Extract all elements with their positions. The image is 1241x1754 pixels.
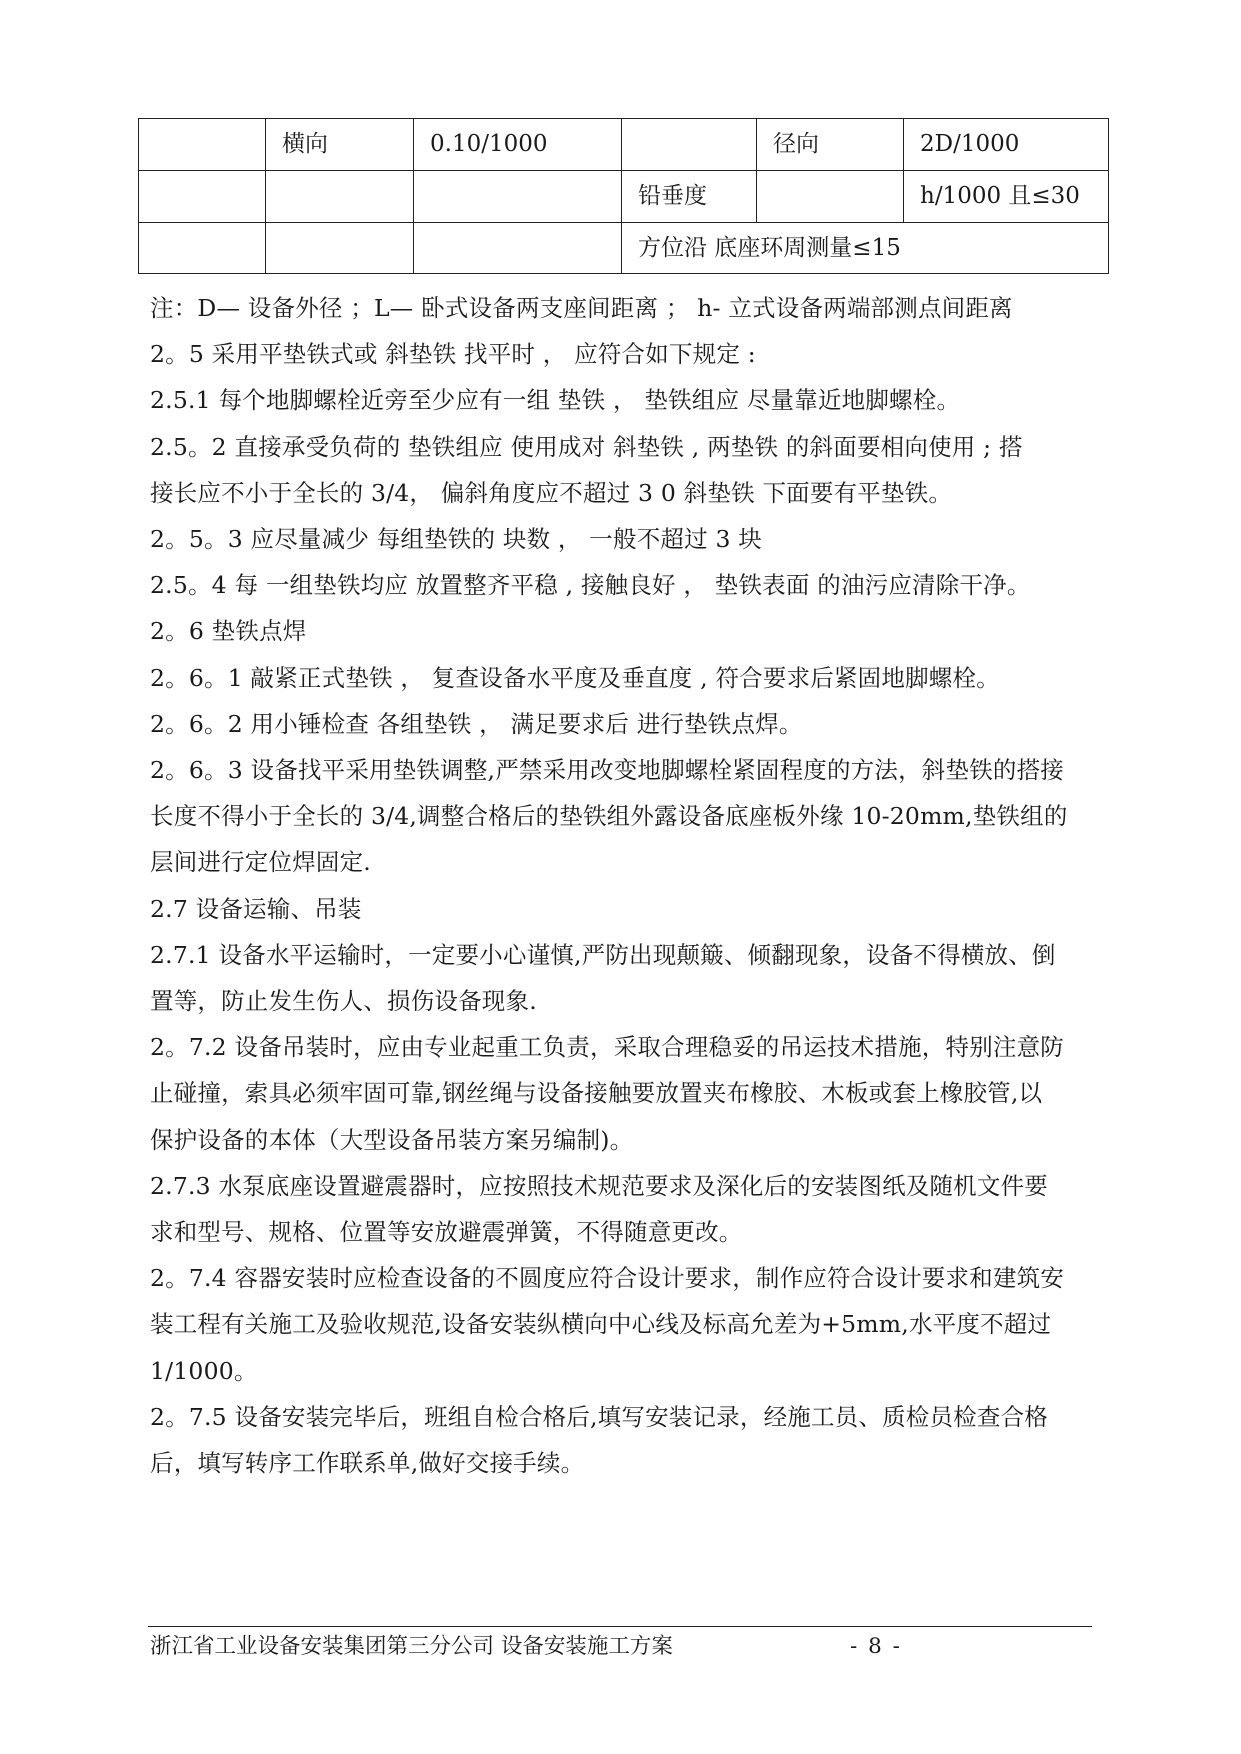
text-line: 2。6。3 设备找平采用垫铁调整,严禁采用改变地脚螺栓紧固程度的方法，斜垫铁的搭接 [150, 756, 1064, 785]
tolerance-table [138, 118, 1109, 274]
table-cell [757, 171, 904, 223]
text-line: 2.5。4 每 一组垫铁均应 放置整齐平稳 , 接触良好 ， 垫铁表面 的油污应清除干净。 [150, 571, 1031, 600]
table-cell [266, 223, 414, 274]
table-cell: 铅垂度 [622, 171, 757, 223]
page-number: - 8 - [850, 1634, 902, 1659]
table-cell: 横向 [266, 119, 414, 171]
table-cell [139, 171, 266, 223]
table-cell [622, 119, 757, 171]
text-line: 2。7.4 容器安装时应检查设备的不圆度应符合设计要求，制作应符合设计要求和建筑安 [150, 1264, 1064, 1293]
table-row [139, 223, 1109, 274]
footer-divider [148, 1626, 1092, 1627]
text-line: 接长应不小于全长的 3/4， 偏斜角度应不超过 3 0 斜垫铁 下面要有平垫铁。 [150, 478, 953, 507]
text-line: 2.7.3 水泵底座设置避震器时，应按照技术规范要求及深化后的安装图纸及随机文件要 [150, 1171, 1048, 1200]
footer-company-doc: 浙江省工业设备安装集团第三分公司 设备安装施工方案 [150, 1634, 673, 1659]
text-line: 2.5.1 每个地脚螺栓近旁至少应有一组 垫铁 ， 垫铁组应 尽量靠近地脚螺栓。 [150, 386, 961, 415]
text-line: 保护设备的本体（大型设备吊装方案另编制)。 [150, 1125, 634, 1154]
table-cell: h/1000 且≤30 [904, 171, 1109, 223]
text-line: 2。7.5 设备安装完毕后，班组自检合格后,填写安装记录，经施工员、质检员检查合格 [150, 1402, 1048, 1431]
text-line: 2。6。2 用小锤检查 各组垫铁 ， 满足要求后 进行垫铁点焊。 [150, 709, 803, 738]
text-line: 2。5。3 应尽量减少 每组垫铁的 块数 ， 一般不超过 3 块 [150, 525, 762, 554]
text-line: 层间进行定位焊固定. [150, 848, 371, 877]
text-line: 2.7 设备运输、吊装 [150, 894, 362, 923]
body-text [150, 285, 1100, 1486]
text-line: 止碰撞，索具必须牢固可靠,钢丝绳与设备接触要放置夹布橡胶、木板或套上橡胶管,以 [150, 1079, 1043, 1108]
text-line: 后，填写转序工作联系单,做好交接手续。 [150, 1449, 585, 1478]
text-line: 2。6 垫铁点焊 [150, 617, 307, 646]
text-line: 置等，防止发生伤人、损伤设备现象. [150, 987, 537, 1016]
table-row [139, 119, 1109, 171]
text-line: 1/1000。 [150, 1356, 258, 1385]
text-line: 2.7.1 设备水平运输时，一定要小心谨慎,严防出现颠簸、倾翻现象，设备不得横放、倒 [150, 940, 1056, 969]
text-line: 2。6。1 敲紧正式垫铁 ， 复查设备水平度及垂直度 , 符合要求后紧固地脚螺栓。 [150, 663, 1000, 692]
text-line: 2。7.2 设备吊装时，应由专业起重工负责，采取合理稳妥的吊运技术措施，特别注意防 [150, 1033, 1064, 1062]
table-cell: 2D/1000 [904, 119, 1109, 171]
table-cell [266, 171, 414, 223]
table-cell: 0.10/1000 [414, 119, 622, 171]
table-cell: 径向 [757, 119, 904, 171]
text-line: 2。5 采用平垫铁式或 斜垫铁 找平时 ， 应符合如下规定 : [150, 340, 756, 369]
table-cell [414, 223, 622, 274]
text-line: 长度不得小于全长的 3/4,调整合格后的垫铁组外露设备底座板外缘 10-20mm,垫铁组的 [150, 802, 1068, 831]
table-row [139, 171, 1109, 223]
table-cell [139, 119, 266, 171]
table-cell-merged: 方位沿 底座环周测量≤15 [622, 223, 1109, 274]
text-line: 装工程有关施工及验收规范,设备安装纵横向中心线及标高允差为+5mm,水平度不超过 [150, 1310, 1052, 1339]
table-cell [139, 223, 266, 274]
table-cell [414, 171, 622, 223]
text-line: 求和型号、规格、位置等安放避震弹簧，不得随意更改。 [150, 1218, 743, 1247]
text-line: 注：D— 设备外径 ；L— 卧式设备两支座间距离 ； h- 立式设备两端部测点间距离 [150, 294, 1013, 322]
text-line: 2.5。2 直接承受负荷的 垫铁组应 使用成对 斜垫铁 , 两垫铁 的斜面要相向使用 ; 搭 [150, 432, 1023, 461]
